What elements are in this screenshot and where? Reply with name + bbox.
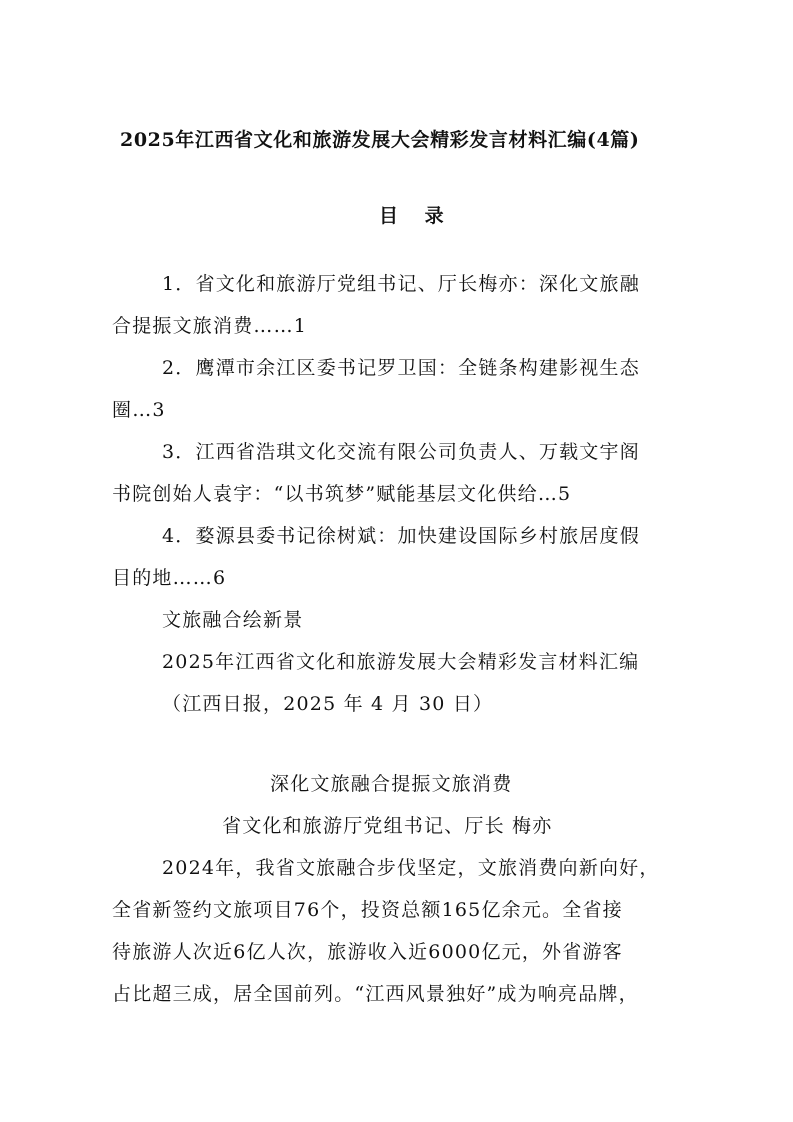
document-title: 2025年江西省文化和旅游发展大会精彩发言材料汇编(4篇) [120, 129, 640, 151]
toc-item-4-line-1[interactable]: 4．婺源县委书记徐树斌：加快建设国际乡村旅居度假 [162, 525, 640, 547]
article-paragraph-line: 2024年，我省文旅融合步伐坚定，文旅消费向新向好， [162, 857, 660, 879]
article-paragraph-line: 待旅游人次近6亿人次，旅游收入近6000亿元，外省游客 [112, 941, 623, 963]
toc-item-4-line-2[interactable]: 目的地……6 [112, 567, 227, 589]
collection-title: 2025年江西省文化和旅游发展大会精彩发言材料汇编 [162, 651, 640, 673]
toc-item-2-line-2[interactable]: 圈…3 [112, 399, 166, 421]
toc-item-1-line-2[interactable]: 合提振文旅消费……1 [112, 315, 308, 337]
toc-item-3-line-2[interactable]: 书院创始人袁宇：“以书筑梦”赋能基层文化供给…5 [112, 483, 572, 505]
article-byline: 省文化和旅游厅党组书记、厅长 梅亦 [222, 815, 553, 837]
toc-heading: 目 录 [379, 205, 454, 227]
article-paragraph-line: 占比超三成，居全国前列。“江西风景独好”成为响亮品牌， [112, 983, 639, 1005]
article-title: 深化文旅融合提振文旅消费 [270, 773, 513, 795]
section-label: 文旅融合绘新景 [162, 609, 304, 631]
toc-item-2-line-1[interactable]: 2．鹰潭市余江区委书记罗卫国：全链条构建影视生态 [162, 357, 640, 379]
source-note: （江西日报，2025 年 4 月 30 日） [162, 693, 494, 715]
toc-item-3-line-1[interactable]: 3．江西省浩琪文化交流有限公司负责人、万载文宇阁 [162, 441, 640, 463]
article-paragraph-line: 全省新签约文旅项目76个，投资总额165亿余元。全省接 [112, 899, 623, 921]
toc-item-1-line-1[interactable]: 1．省文化和旅游厅党组书记、厅长梅亦：深化文旅融 [162, 273, 640, 295]
